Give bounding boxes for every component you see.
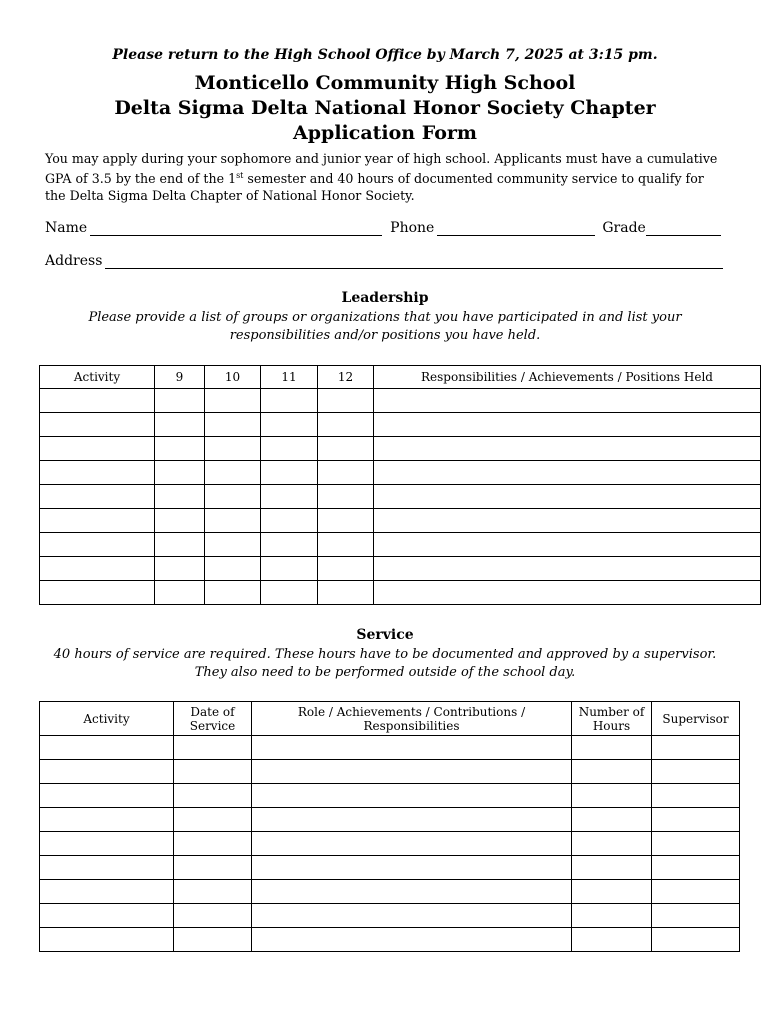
leadership-row [40, 389, 761, 413]
phone-field[interactable] [437, 221, 595, 236]
leadership-cell[interactable] [40, 557, 155, 581]
phone-label: Phone [390, 220, 435, 236]
leadership-cell[interactable] [40, 509, 155, 533]
leadership-row [40, 461, 761, 485]
service-cell[interactable] [252, 880, 572, 904]
leadership-cell[interactable] [40, 389, 155, 413]
leadership-cell[interactable] [155, 389, 205, 413]
leadership-cell[interactable] [318, 557, 374, 581]
leadership-cell[interactable] [205, 485, 261, 509]
leadership-cell[interactable] [155, 581, 205, 605]
leadership-cell[interactable] [374, 557, 761, 581]
form-name: Application Form [293, 122, 477, 144]
leadership-instructions: Please provide a list of groups or organizations that you have participated in and list your responsibilities and/or positions you have held. [88, 310, 682, 343]
service-cell[interactable] [40, 928, 174, 952]
leadership-cell[interactable] [155, 509, 205, 533]
leadership-cell[interactable] [40, 413, 155, 437]
leadership-cell[interactable] [261, 557, 318, 581]
leadership-cell[interactable] [374, 413, 761, 437]
leadership-col-responsibilities: Responsibilities / Achievements / Positions Held [374, 366, 761, 389]
service-cell[interactable] [572, 904, 652, 928]
service-cell[interactable] [174, 760, 252, 784]
service-cell[interactable] [252, 760, 572, 784]
leadership-col-grade-11: 11 [261, 366, 318, 389]
leadership-cell[interactable] [261, 437, 318, 461]
leadership-cell[interactable] [40, 533, 155, 557]
school-name: Monticello Community High School [194, 72, 576, 94]
service-cell[interactable] [252, 904, 572, 928]
service-row [40, 760, 740, 784]
service-row [40, 904, 740, 928]
service-table [39, 701, 740, 952]
service-col-hours: Number of Hours [572, 702, 652, 736]
service-cell[interactable] [174, 928, 252, 952]
leadership-cell[interactable] [155, 485, 205, 509]
leadership-cell[interactable] [205, 557, 261, 581]
service-cell[interactable] [572, 808, 652, 832]
service-col-date: Date of Service [174, 702, 252, 736]
leadership-cell[interactable] [261, 413, 318, 437]
service-cell[interactable] [572, 880, 652, 904]
leadership-cell[interactable] [318, 509, 374, 533]
service-cell[interactable] [572, 760, 652, 784]
service-cell[interactable] [252, 856, 572, 880]
service-cell[interactable] [40, 736, 174, 760]
service-cell[interactable] [40, 784, 174, 808]
service-col-role: Role / Achievements / Contributions / Responsibilities [252, 702, 572, 736]
service-cell[interactable] [40, 904, 174, 928]
service-cell[interactable] [252, 736, 572, 760]
service-cell[interactable] [252, 784, 572, 808]
leadership-cell[interactable] [40, 485, 155, 509]
service-cell[interactable] [40, 856, 174, 880]
leadership-row [40, 557, 761, 581]
leadership-cell[interactable] [40, 461, 155, 485]
leadership-cell[interactable] [374, 461, 761, 485]
service-cell[interactable] [652, 856, 740, 880]
leadership-cell[interactable] [155, 533, 205, 557]
leadership-cell[interactable] [318, 485, 374, 509]
address-field[interactable] [105, 254, 723, 269]
leadership-cell[interactable] [318, 461, 374, 485]
service-cell[interactable] [652, 928, 740, 952]
service-cell[interactable] [174, 808, 252, 832]
leadership-cell[interactable] [205, 461, 261, 485]
leadership-cell[interactable] [374, 533, 761, 557]
leadership-cell[interactable] [318, 413, 374, 437]
leadership-title: Leadership [341, 290, 429, 306]
service-cell[interactable] [652, 808, 740, 832]
leadership-row [40, 413, 761, 437]
service-cell[interactable] [40, 832, 174, 856]
leadership-cell[interactable] [261, 461, 318, 485]
leadership-cell[interactable] [374, 485, 761, 509]
leadership-row [40, 533, 761, 557]
service-instructions: 40 hours of service are required. These hours have to be documented and approved by a supervisor. They also need to be performed outside of the school day. [53, 647, 717, 680]
service-cell[interactable] [40, 808, 174, 832]
leadership-cell[interactable] [155, 413, 205, 437]
leadership-col-grade-10: 10 [205, 366, 261, 389]
leadership-cell[interactable] [155, 557, 205, 581]
service-cell[interactable] [174, 880, 252, 904]
service-title: Service [356, 627, 414, 643]
service-cell[interactable] [252, 832, 572, 856]
leadership-cell[interactable] [318, 437, 374, 461]
leadership-cell[interactable] [318, 389, 374, 413]
service-cell[interactable] [652, 832, 740, 856]
service-col-supervisor: Supervisor [652, 702, 740, 736]
leadership-col-grade-9: 9 [155, 366, 205, 389]
grade-field[interactable] [646, 221, 721, 236]
intro-paragraph: You may apply during your sophomore and junior year of high school. Applicants must have a cumulative GPA of 3.5 by the end of the 1st semester and 40 hours of documented community service to qualify for the Delta Sigma Delta Chapter of National Honor Society. [45, 151, 718, 204]
leadership-cell[interactable] [261, 389, 318, 413]
leadership-cell[interactable] [40, 581, 155, 605]
chapter-name: Delta Sigma Delta National Honor Society Chapter [114, 97, 656, 119]
leadership-table [39, 365, 761, 605]
grade-label: Grade [602, 220, 646, 236]
leadership-cell[interactable] [318, 533, 374, 557]
leadership-cell[interactable] [374, 509, 761, 533]
service-cell[interactable] [174, 856, 252, 880]
leadership-col-grade-12: 12 [318, 366, 374, 389]
leadership-cell[interactable] [261, 485, 318, 509]
service-row [40, 880, 740, 904]
leadership-header-row [40, 366, 761, 389]
leadership-cell[interactable] [155, 461, 205, 485]
service-row [40, 808, 740, 832]
leadership-cell[interactable] [205, 533, 261, 557]
address-label: Address [45, 253, 103, 269]
leadership-cell[interactable] [261, 581, 318, 605]
leadership-row [40, 485, 761, 509]
service-row [40, 928, 740, 952]
service-cell[interactable] [40, 760, 174, 784]
service-cell[interactable] [40, 880, 174, 904]
leadership-cell[interactable] [374, 437, 761, 461]
name-label: Name [45, 220, 88, 236]
leadership-cell[interactable] [155, 437, 205, 461]
service-cell[interactable] [252, 928, 572, 952]
service-cell[interactable] [572, 928, 652, 952]
leadership-col-activity: Activity [40, 366, 155, 389]
service-cell[interactable] [572, 856, 652, 880]
service-cell[interactable] [572, 736, 652, 760]
address-row [45, 253, 725, 269]
contact-row [45, 220, 725, 236]
leadership-cell[interactable] [318, 581, 374, 605]
service-cell[interactable] [252, 808, 572, 832]
leadership-row [40, 437, 761, 461]
leadership-row [40, 509, 761, 533]
form-title [0, 71, 770, 146]
name-field[interactable] [90, 221, 382, 236]
service-row [40, 736, 740, 760]
service-cell[interactable] [174, 832, 252, 856]
service-cell[interactable] [572, 784, 652, 808]
leadership-cell[interactable] [205, 389, 261, 413]
leadership-cell[interactable] [40, 437, 155, 461]
leadership-row [40, 581, 761, 605]
return-notice: Please return to the High School Office by March 7, 2025 at 3:15 pm. [112, 47, 658, 63]
leadership-cell[interactable] [261, 509, 318, 533]
service-cell[interactable] [652, 880, 740, 904]
service-row [40, 856, 740, 880]
service-col-activity: Activity [40, 702, 174, 736]
leadership-cell[interactable] [205, 437, 261, 461]
service-cell[interactable] [652, 760, 740, 784]
service-cell[interactable] [652, 904, 740, 928]
service-cell[interactable] [572, 832, 652, 856]
leadership-cell[interactable] [205, 509, 261, 533]
service-cell[interactable] [652, 736, 740, 760]
leadership-cell[interactable] [205, 413, 261, 437]
service-row [40, 832, 740, 856]
service-cell[interactable] [174, 736, 252, 760]
service-row [40, 784, 740, 808]
service-header-row [40, 702, 740, 736]
service-cell[interactable] [174, 904, 252, 928]
service-cell[interactable] [174, 784, 252, 808]
leadership-cell[interactable] [374, 389, 761, 413]
leadership-cell[interactable] [261, 533, 318, 557]
leadership-cell[interactable] [205, 581, 261, 605]
service-cell[interactable] [652, 784, 740, 808]
leadership-cell[interactable] [374, 581, 761, 605]
